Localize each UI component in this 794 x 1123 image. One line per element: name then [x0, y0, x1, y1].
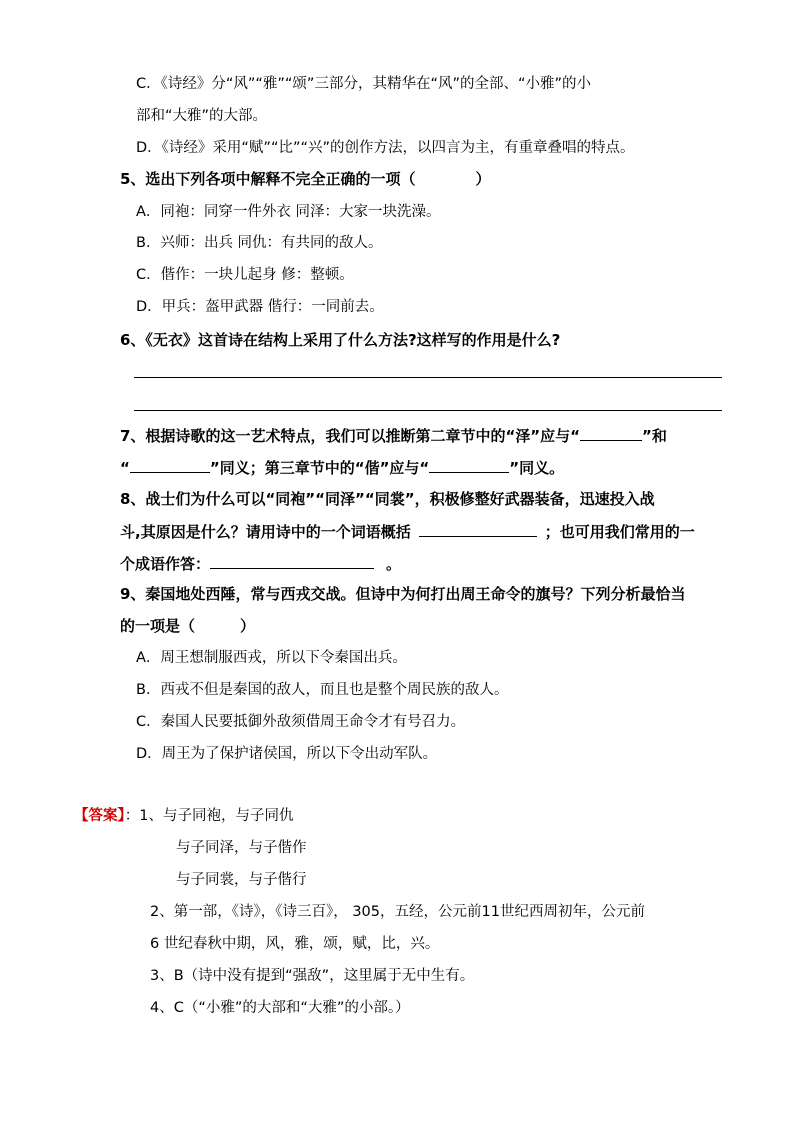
q9-option-d: D．周王为了保护诸侯国，所以下令出动军队。 — [136, 746, 438, 762]
q7-blank-3[interactable] — [429, 457, 509, 473]
q8-blank-1[interactable] — [419, 521, 537, 537]
q7-text-1: 7、根据诗歌的这一艺术特点，我们可以推断第二章节中的“泽”应与“ — [120, 427, 581, 445]
q6-answer-line-2 — [134, 410, 722, 411]
answer-4: 4、C（“小雅”的大部和“大雅”的小部。） — [150, 1000, 410, 1016]
q8-line1: 8、战士们为什么可以“同袍”“同泽”“同裳”，积极修整好武器装备，迅速投入战 — [120, 490, 655, 508]
q6-stem: 6、《无衣》这首诗在结构上采用了什么方法?这样写的作用是什么? — [120, 331, 561, 349]
q7-blank-1[interactable] — [580, 425, 642, 441]
q8-blank-2[interactable] — [210, 553, 374, 569]
q7-line2 — [120, 457, 564, 478]
q6-answer-line-1 — [134, 377, 722, 378]
q7-blank-2[interactable] — [130, 457, 210, 473]
q5-option-b: B．兴师：出兵 同仇：有共同的敌人。 — [136, 235, 383, 251]
answer-label: 【答案】 — [74, 808, 125, 824]
q4-option-c-line1: C．《诗经》分“风”“雅”“颂”三部分，其精华在“风”的全部、“小雅”的小 — [136, 76, 591, 92]
q7-text-4: ”同义；第三章节中的“偕”应与“ — [209, 459, 430, 477]
q7-line1 — [120, 425, 667, 446]
q8-text-3: 个成语作答： — [120, 555, 211, 573]
q8-line3 — [120, 553, 401, 574]
q7-text-2: ”和 — [642, 427, 667, 445]
q9-option-a: A．周王想制服西戎，所以下令秦国出兵。 — [136, 650, 407, 666]
q4-option-d: D．《诗经》采用“赋”“比”“兴”的创作方法，以四言为主，有重章叠唱的特点。 — [136, 140, 635, 156]
q5-option-c: C．偕作：一块儿起身 修：整顿。 — [136, 267, 354, 283]
answer-1-line2: 与子同泽，与子偕作 — [176, 840, 307, 856]
answer-line-1 — [74, 806, 293, 826]
answer-2-line2: 6 世纪春秋中期，风，雅，颂，赋，比，兴。 — [150, 936, 440, 952]
q4-option-c-line2: 部和“大雅”的大部。 — [136, 108, 268, 124]
q9-option-b: B．西戎不但是秦国的敌人，而且也是整个周民族的敌人。 — [136, 682, 509, 698]
q9-line2: 的一项是（ ） — [120, 617, 256, 635]
q5-option-d: D．甲兵：盔甲武器 偕行：一同前去。 — [136, 299, 384, 315]
q7-text-5: ”同义。 — [509, 459, 565, 477]
q9-line1: 9、秦国地处西陲，常与西戎交战。但诗中为何打出周王命令的旗号？下列分析最恰当 — [120, 585, 686, 603]
answer-1-line1: ：1、与子同袍，与子同仇 — [124, 808, 294, 824]
q5-option-a: A．同袍：同穿一件外衣 同泽：大家一块洗澡。 — [136, 204, 441, 220]
q7-text-3: “ — [120, 459, 130, 477]
answer-1-line3: 与子同裳，与子偕行 — [176, 872, 307, 888]
answer-3: 3、B（诗中没有提到“强敌”，这里属于无中生有。 — [150, 968, 475, 984]
q8-text-2: ；也可用我们常用的一 — [544, 523, 695, 541]
q5-stem: 5、选出下列各项中解释不完全正确的一项（ ） — [120, 170, 491, 188]
q8-line2 — [120, 521, 695, 542]
answer-2-line1: 2、第一部，《诗》，《诗三百》， 305，五经，公元前11世纪西周初年，公元前 — [150, 904, 645, 920]
q8-text-1: 斗,其原因是什么？请用诗中的一个词语概括 — [120, 523, 411, 541]
q8-text-4: 。 — [386, 555, 402, 573]
q9-option-c: C．秦国人民要抵御外敌须借周王命令才有号召力。 — [136, 714, 466, 730]
